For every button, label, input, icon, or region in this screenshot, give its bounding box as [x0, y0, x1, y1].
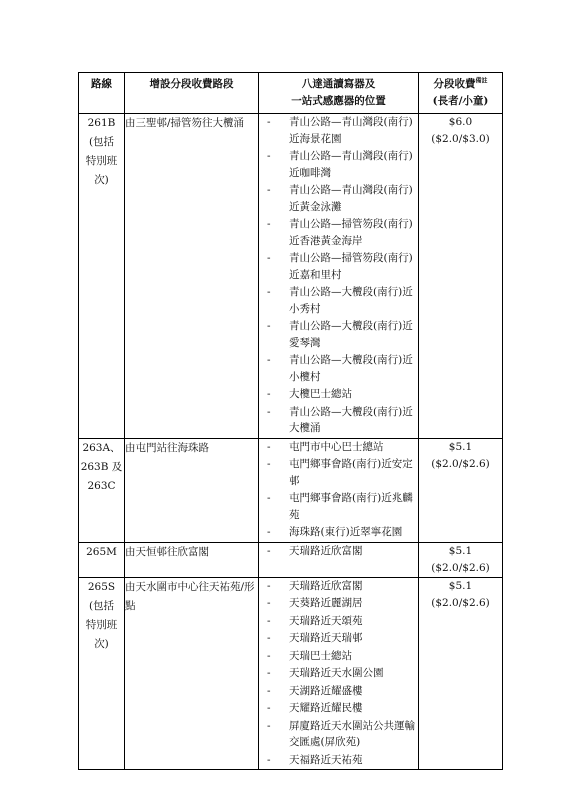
route-cell: [79, 114, 125, 439]
location-text: 青山公路—大欖段(南行)近小欖村: [289, 354, 413, 383]
location-item: [259, 216, 418, 249]
fare-adult: $5.1: [448, 440, 473, 453]
fare-adult: $5.1: [448, 579, 473, 592]
route-cell: [79, 438, 125, 542]
bullet-dash: -: [267, 702, 271, 714]
route-text: 次): [94, 174, 109, 186]
location-item: [259, 630, 418, 647]
locations-cell: [259, 114, 419, 439]
location-text: 青山公路—大欖段(南行)近小秀村: [289, 286, 413, 315]
bullet-dash: -: [267, 116, 271, 128]
route-text: 特別班: [85, 155, 118, 167]
location-text: 天瑞路近欣富閣: [289, 579, 363, 592]
fare-cell: [419, 438, 503, 542]
fare-concession: ($2.0/$2.6): [431, 457, 490, 470]
location-text: 屏廈路近天水圍站公共運輸交匯處(屏欣苑): [289, 719, 415, 748]
location-text: 青山公路—青山灣段(南行)近咖啡灣: [289, 150, 413, 179]
location-item: [259, 718, 418, 751]
location-text: 青山公路—青山灣段(南行)近海景花園: [289, 116, 413, 145]
fare-note-mark: 備註: [475, 77, 488, 85]
fare-concession: ($2.0/$2.6): [431, 561, 490, 574]
location-text: 青山公路—大欖段(南行)近愛琴灣: [289, 320, 413, 349]
location-text: 青山公路—青山灣段(南行)近黃金泳灘: [289, 184, 413, 213]
location-text: 青山公路—掃管笏段(南行)近嘉和里村: [289, 252, 413, 281]
header-location: 八達通讀寫器及 一站式感應器的位置: [259, 73, 419, 114]
route-text: 263A、: [82, 441, 121, 454]
bullet-dash: -: [267, 526, 271, 538]
route-text: (包括: [88, 136, 115, 148]
table-row: [79, 114, 503, 439]
route-text: 265M: [86, 545, 117, 558]
location-item: [259, 578, 418, 595]
fare-cell: [419, 542, 503, 577]
location-item: [259, 490, 418, 523]
location-item: [259, 250, 418, 283]
fare-adult: $5.1: [448, 544, 473, 557]
locations-cell: [259, 577, 419, 770]
bullet-dash: -: [267, 252, 271, 264]
bullet-dash: -: [267, 597, 271, 609]
bullet-dash: -: [267, 719, 271, 732]
header-fare: 分段收費$^{備註}$ (長者/小童): [419, 73, 503, 114]
location-item: [259, 648, 418, 665]
location-text: 青山公路—掃管笏段(南行)近香港黃金海岸: [289, 218, 413, 247]
fare-concession: ($2.0/$2.6): [431, 596, 490, 609]
location-text: 天瑞路近天頌苑: [289, 614, 363, 627]
bullet-dash: -: [267, 649, 271, 662]
bullet-dash: -: [267, 544, 271, 557]
header-route: 路線: [79, 73, 125, 114]
location-item: [259, 284, 418, 317]
bullet-dash: -: [267, 632, 271, 644]
location-item: [259, 439, 418, 456]
bullet-dash: -: [267, 492, 271, 504]
location-text: 天瑞路近天水圍公園: [289, 667, 384, 679]
location-text: 海珠路(東行)近翠寧花園: [289, 526, 403, 538]
table-row: [79, 577, 503, 770]
location-item: [259, 524, 418, 541]
bullet-dash: -: [267, 150, 271, 162]
bullet-dash: -: [267, 388, 271, 400]
bullet-dash: -: [267, 458, 271, 470]
location-item: [259, 352, 418, 385]
section-cell: 由三聖邨/掃管笏往大欖涌: [125, 114, 259, 439]
location-list: [259, 543, 418, 560]
location-text: 天福路近天祐苑: [289, 753, 363, 766]
bullet-dash: -: [267, 286, 271, 298]
table-body: [79, 114, 503, 770]
route-text: 次): [94, 637, 109, 650]
fare-adult: $6.0: [448, 116, 473, 128]
location-item: [259, 386, 418, 403]
location-text: 屯門鄉事會路(南行)近安定邨: [289, 458, 413, 487]
bullet-dash: -: [267, 614, 271, 627]
bullet-dash: -: [267, 184, 271, 196]
bullet-dash: -: [267, 354, 271, 366]
route-cell: [79, 577, 125, 770]
location-text: 屯門鄉事會路(南行)近兆麟苑: [289, 492, 413, 521]
location-text: 天湖路近耀盛樓: [289, 684, 363, 697]
location-item: [259, 595, 418, 612]
location-item: [259, 404, 418, 437]
location-item: [259, 456, 418, 489]
location-item: [259, 182, 418, 215]
location-text: 青山公路—大欖段(南行)近大欖涌: [289, 405, 413, 434]
fare-cell: [419, 114, 503, 439]
fare-cell: [419, 577, 503, 770]
location-item: [259, 700, 418, 717]
location-item: [259, 543, 418, 560]
route-cell: [79, 542, 125, 577]
bullet-dash: -: [267, 753, 271, 766]
location-item: [259, 683, 418, 700]
bullet-dash: -: [267, 667, 271, 679]
route-text: 265S: [87, 580, 116, 593]
locations-cell: [259, 438, 419, 542]
bullet-dash: -: [267, 320, 271, 332]
location-list: [259, 439, 418, 541]
location-item: [259, 148, 418, 181]
location-text: 天瑞巴士總站: [289, 649, 352, 662]
location-list: [259, 578, 418, 769]
bullet-dash: -: [267, 579, 271, 592]
route-text: (包括: [88, 599, 115, 612]
fare-section-table: [78, 72, 503, 770]
route-text: 特別班: [85, 618, 118, 631]
bullet-dash: -: [267, 218, 271, 230]
location-item: [259, 613, 418, 630]
location-text: 天葵路近麗湖居: [289, 597, 363, 609]
bullet-dash: -: [267, 684, 271, 697]
location-item: [259, 318, 418, 351]
locations-cell: [259, 542, 419, 577]
fare-concession: ($2.0/$3.0): [431, 133, 490, 145]
table-row: [79, 542, 503, 577]
section-cell: 由天水圍市中心往天祐苑/形點: [125, 577, 259, 770]
location-text: 天耀路近耀民樓: [289, 702, 363, 714]
location-text: 大欖巴士總站: [289, 388, 352, 400]
header-section: 增設分段收費路段: [125, 73, 259, 114]
route-text: 261B: [87, 117, 116, 129]
route-text: 263C: [87, 479, 116, 492]
location-text: 屯門市中心巴士總站: [289, 440, 384, 453]
table-row: [79, 438, 503, 542]
header-row: [79, 73, 503, 114]
bullet-dash: -: [267, 405, 271, 418]
location-text: 天瑞路近欣富閣: [289, 544, 363, 557]
route-text: 263B 及: [80, 460, 123, 473]
location-text: 天瑞路近天瑞邨: [289, 632, 363, 644]
bullet-dash: -: [267, 440, 271, 453]
location-item: [259, 665, 418, 682]
section-cell: 由屯門站往海珠路: [125, 438, 259, 542]
section-cell: 由天恒邨往欣富閣: [125, 542, 259, 577]
location-item: [259, 752, 418, 769]
location-item: [259, 114, 418, 147]
location-list: [259, 114, 418, 437]
